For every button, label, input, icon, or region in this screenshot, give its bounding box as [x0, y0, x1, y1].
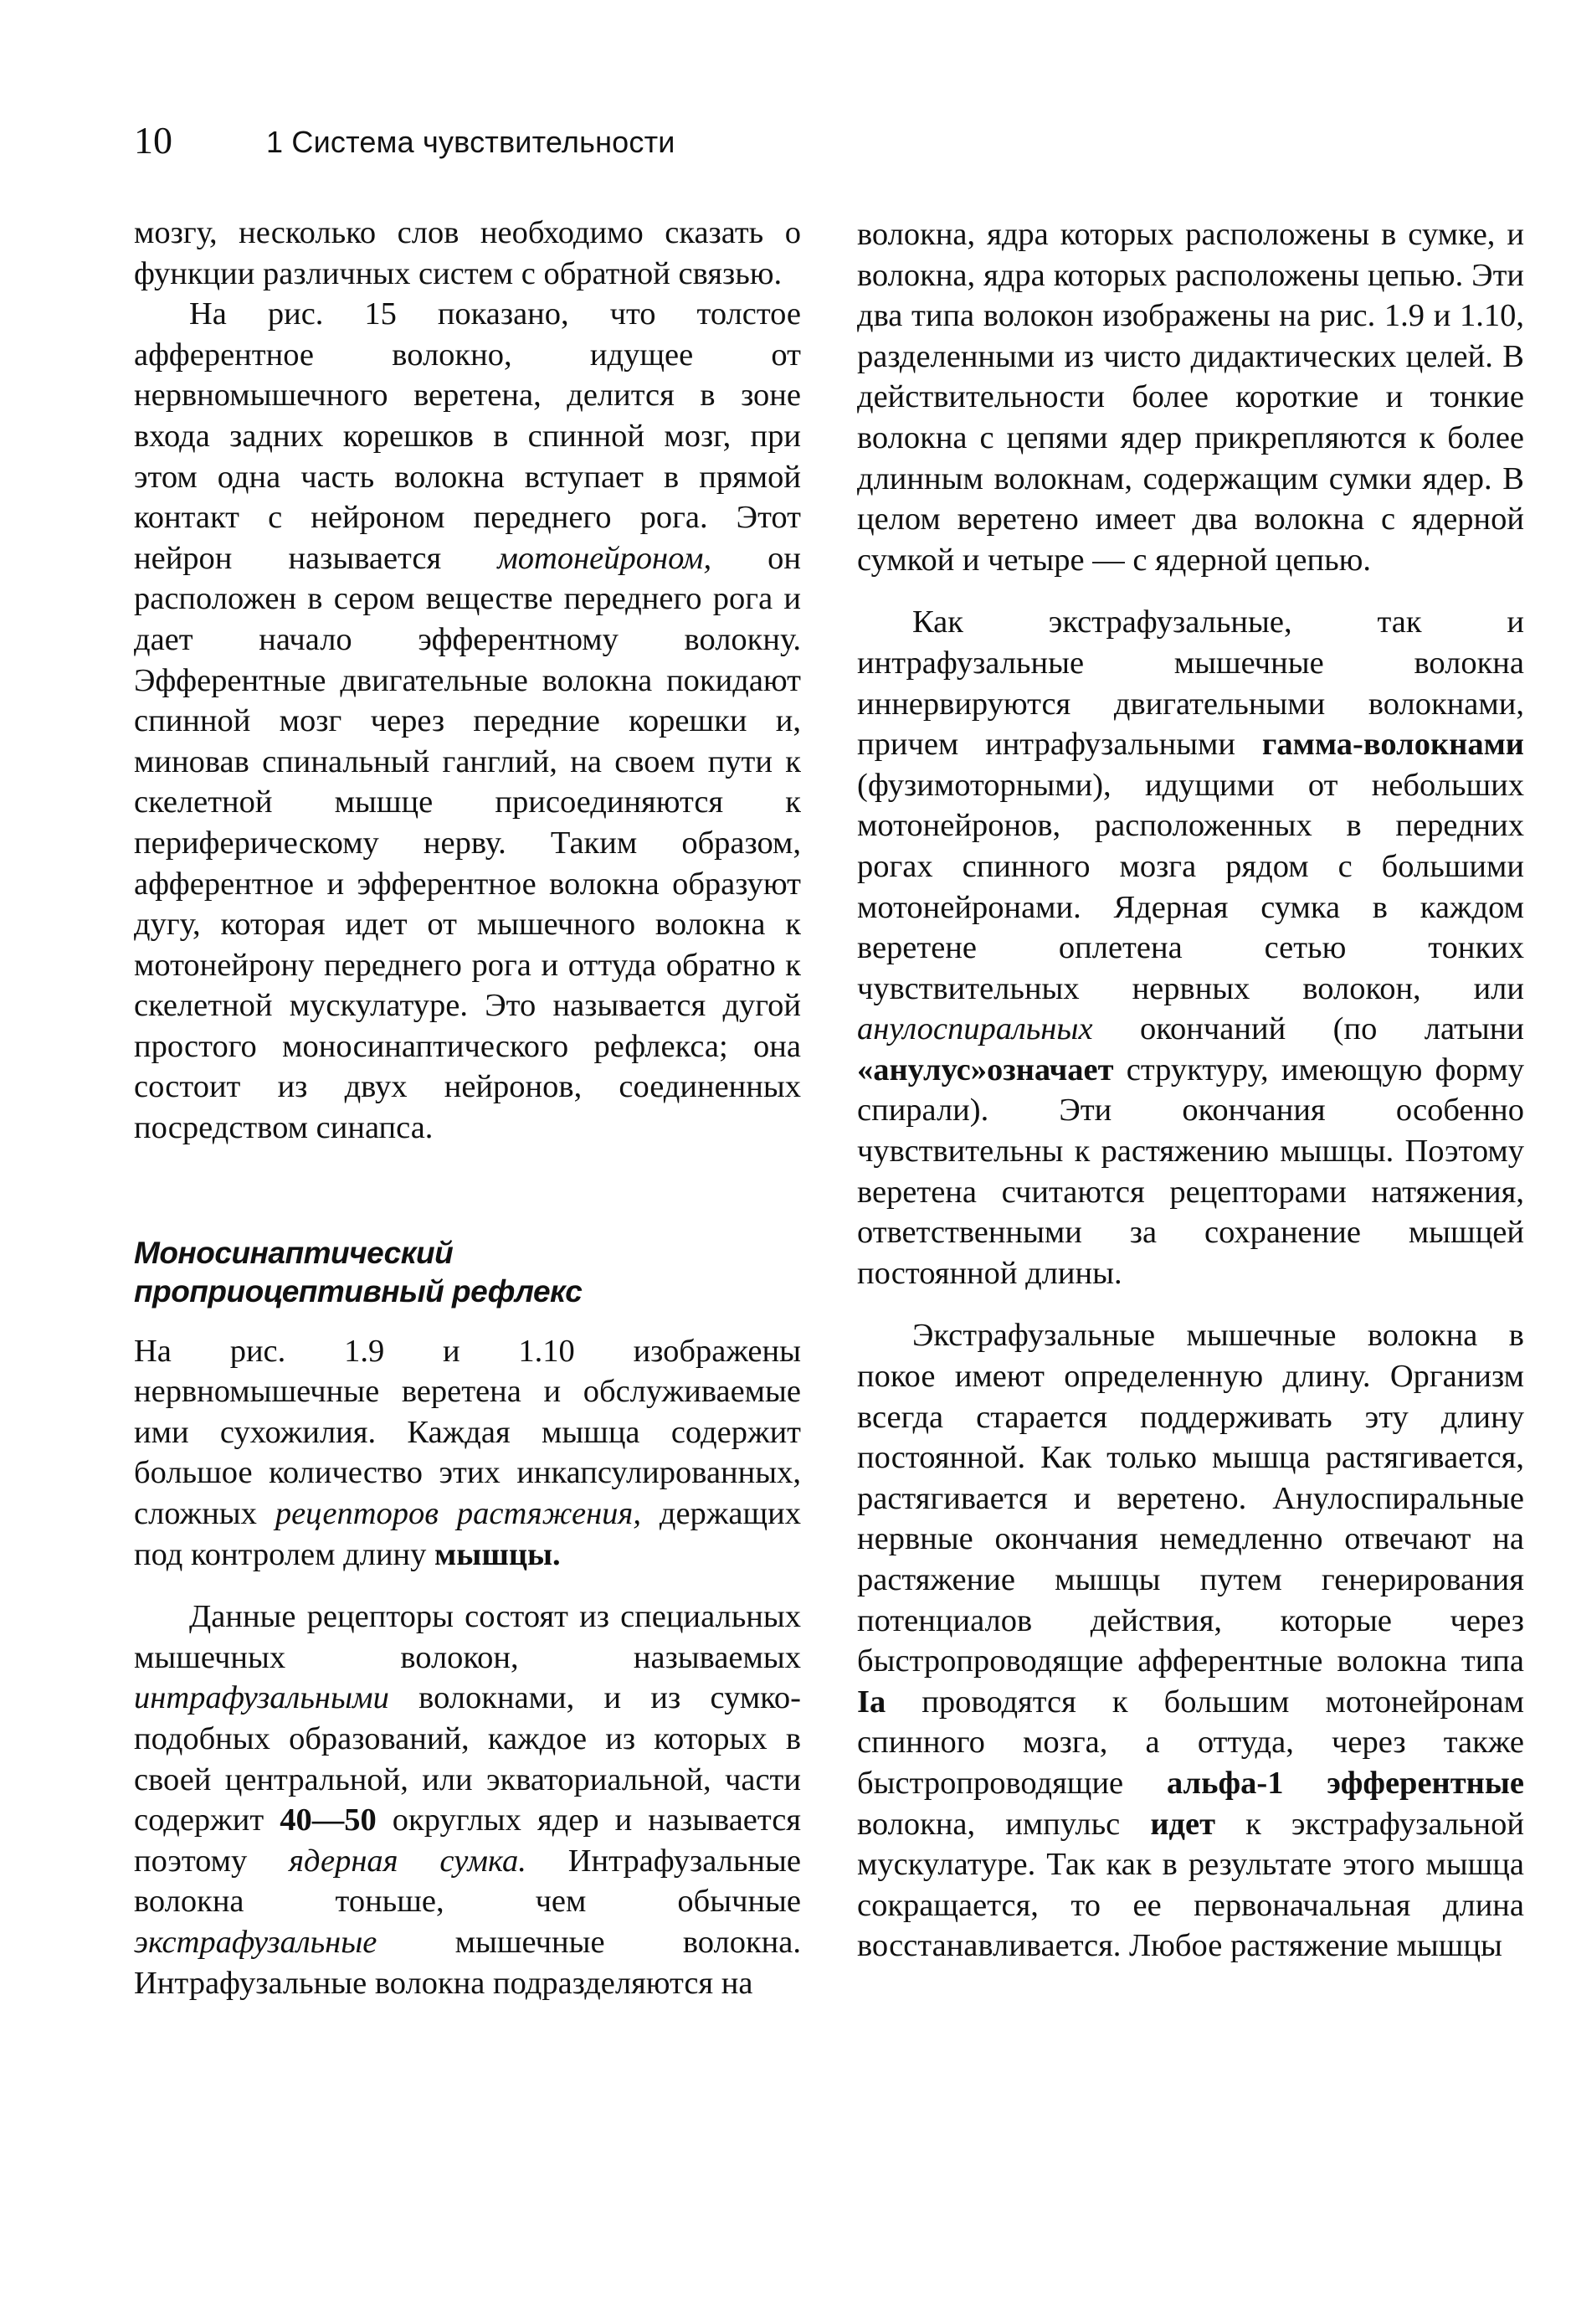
bold-term: Ia — [857, 1684, 886, 1720]
italic-term: экстрафузальные — [134, 1924, 377, 1960]
bold-term: «анулус»означает — [857, 1051, 1114, 1087]
section-heading-line: проприоцептивный рефлекс — [134, 1273, 583, 1309]
text-run: На рис. 15 показано, что толстое афферентное волокно, идущее от нервномышечного веретена, делится в зоне входа задних корешков в спинной мозг, при этом одна часть волокна вступает в прямой контакт с нейроном переднего рога. Этот нейрон называется — [134, 296, 801, 576]
text-run: На рис. 1.9 и 1.10 изображены нервномышечные веретена и обслуживаемые ими сухожилия. Каждая мышца содержит большое количество этих инкапсулированных, сложных — [134, 1333, 801, 1532]
text-run: к экстрафузальной мускулатуре. Так как в результате этого мышца сокращается, то ее первоначальная длина восстанавливается. Любое растяжение мышцы — [857, 1806, 1524, 1964]
right-column — [857, 214, 1524, 1967]
text-run: округлых ядер и называется поэтому — [134, 1802, 801, 1879]
text-run: волокна, импульс — [857, 1806, 1151, 1842]
paragraph — [134, 1331, 801, 1576]
paragraph — [857, 1315, 1524, 1967]
text-run: Экстрафузальные мышечные волокна в покое имеют определенную длину. Организм всегда старается поддерживать эту длину постоянной. Как только мышца растягивается, растягивается и веретено. Анулоспиральные нервные окончания немедленно отвечают на растяжение мышцы путем генерирования потенциалов действия, которые через быстропроводящие афферентные волокна типа — [857, 1318, 1524, 1679]
text-run: Как экстрафузальные, так и интрафузальные мышечные волокна иннервируются двигательными волокнами, причем интрафузальными — [857, 604, 1524, 763]
bold-term: идет — [1150, 1806, 1215, 1842]
page-number: 10 — [134, 119, 172, 162]
italic-term: рецепторов растяжения, — [275, 1496, 641, 1532]
italic-term: ядерная сумка. — [289, 1843, 526, 1879]
bold-term: гамма-волокнами — [1261, 727, 1524, 763]
text-run: держащих под контролем длину — [134, 1496, 801, 1572]
italic-term: анулоспиральных — [857, 1011, 1093, 1047]
running-head: 1 Система чувствительности — [266, 125, 675, 159]
text-run: (фузимоторными), идущими от небольших мотонейронов, расположенных в передних рогах спинного мозга рядом с большими мотонейронами. Ядерная сумка в каждом веретене оплетена сетью тонких чувствительных нервных волокон, или — [857, 767, 1524, 1006]
text-run: мышечные волокна. Интрафузальные волокна подразделяются на — [134, 1924, 801, 2001]
paragraph: мозгу, несколько слов необходимо сказать о функции различных систем с обратной связью. — [134, 215, 801, 291]
text-run: окончаний (по латыни — [1092, 1011, 1524, 1047]
section-heading — [134, 1234, 801, 1311]
bold-term: мышцы. — [434, 1536, 561, 1572]
paragraph — [857, 602, 1524, 1293]
italic-term: интрафузальными — [134, 1680, 389, 1716]
section-heading-line: Моносинаптический — [134, 1235, 454, 1270]
text-run: волокнами, и из сумко-подобных образований, каждое из которых в своей центральной, или экваториальной, части содержит — [134, 1680, 801, 1838]
text-run: проводятся к большим мотонейронам спинного мозга, а оттуда, через также быстропроводящие — [857, 1684, 1524, 1801]
text-run: Данные рецепторы состоят из специальных мышечных волокон, называемых — [134, 1599, 801, 1675]
bold-term: 40—50 — [280, 1802, 377, 1838]
paragraph: волокна, ядра которых расположены в сумке, и волокна, ядра которых расположены цепью. Эти два типа волокон изображены на рис. 1.9 и 1.10, разделенными из чисто дидактических целей. В действительности более короткие и тонкие волокна с цепями ядер прикрепляются к более длинным волокнам, содержащим сумки ядер. В целом веретено имеет два волокна с ядерной сумкой и четыре — с ядерной цепью. — [857, 217, 1524, 578]
bold-term: альфа-1 эфферентные — [1166, 1765, 1524, 1801]
left-column — [134, 213, 801, 2003]
italic-term: мотонейроном, — [497, 540, 712, 576]
paragraph — [134, 1596, 801, 2003]
text-run: Интрафузальные волокна тоньше, чем обычные — [134, 1843, 801, 1920]
text-run: он расположен в сером веществе переднего рога и дает начало эфферентному волокну. Эфферентные двигательные волокна покидают спинной мозг через передние корешки и, миновав спинальный ганглий, на своем пути к скелетной мышце присоединяются к периферическому нерву. Таким образом, афферентное и эфферентное волокна образуют дугу, которая идет от мышечного волокна к мотонейрону переднего рога и оттуда обратно к скелетной мускулатуре. Это называется дугой простого моносинаптического рефлекса; она состоит из двух нейронов, соединенных посредством синапса. — [134, 540, 801, 1146]
text-run: структуру, имеющую форму спирали). Эти окончания особенно чувствительны к растяжению мышцы. Поэтому веретена считаются рецепторами натяжения, ответственными за сохранение мышцей постоянной длины. — [857, 1051, 1524, 1291]
paragraph — [134, 294, 801, 1148]
